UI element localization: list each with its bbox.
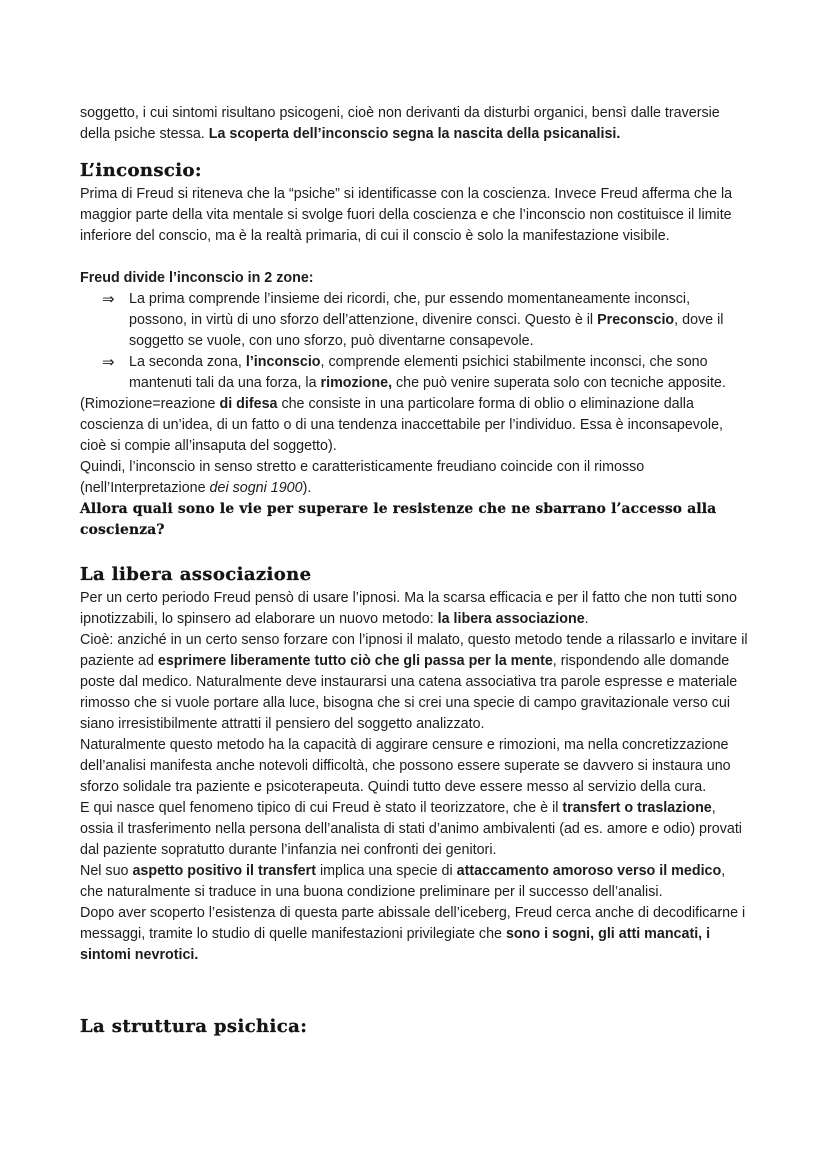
text-run: che consiste in una particolare forma di oblio o eliminazione dalla coscienza di un’idea, di un fatto o di una tendenza inaccettabile per l’individuo. Essa è inconsapevole, cioè si compie all’insaputa del soggetto). bbox=[80, 396, 723, 454]
italic-text-run: dei sogni 1900 bbox=[209, 480, 303, 496]
text-run: Prima di Freud si riteneva che la “psiche” si identificasse con la coscienza. Invece Freud afferma che la maggior parte della vita mentale si svolge fuori della coscienza e che l’inconscio non costituisce il limite inferiore del conscio, ma è la realtà primaria, di cui il conscio è solo la manifestazione visibile. bbox=[80, 186, 733, 244]
paragraph bbox=[80, 861, 752, 903]
bold-text-run: La scoperta dell’inconscio segna la nascita della psicanalisi. bbox=[208, 126, 621, 142]
text-run: Dopo aver scoperto l’esistenza di questa parte abissale dell’iceberg, Freud cerca anche di decodificarne i messaggi, tramite lo studio di quelle manifestazioni privilegiate che bbox=[80, 905, 746, 942]
bold-text-run: transfert o traslazione bbox=[562, 800, 712, 816]
paragraph bbox=[80, 903, 752, 966]
text-run: (Rimozione=reazione bbox=[80, 396, 220, 412]
bold-text-run: la libera associazione bbox=[437, 611, 585, 627]
text-run: soggetto, i cui sintomi risultano psicogeni, cioè non derivanti da disturbi organici, bensì dalle traversie della psiche stessa. bbox=[80, 105, 720, 142]
paragraph bbox=[80, 735, 752, 798]
text-run: , comprende elementi psichici stabilmente inconsci, che sono mantenuti tali da una forza, la bbox=[129, 354, 708, 391]
bold-text-run: l’inconscio bbox=[245, 354, 321, 370]
text-run: La prima comprende l’insieme dei ricordi, che, pur essendo momentaneamente inconsci, possono, in virtù di uno sforzo dell’attenzione, divenire consci. Questo è il bbox=[129, 291, 691, 328]
decorative-question: Allora quali sono le vie per superare le resistenze che ne sbarrano l’accesso alla coscienza? bbox=[80, 501, 717, 538]
paragraph bbox=[80, 457, 752, 499]
paragraph bbox=[80, 588, 752, 630]
paragraph bbox=[80, 268, 752, 289]
text-run: Nel suo bbox=[80, 863, 133, 879]
bullet-item bbox=[80, 352, 752, 394]
text-run: . bbox=[584, 611, 589, 627]
text-run: Per un certo periodo Freud pensò di usare l’ipnosi. Ma la scarsa efficacia e per il fatto che non tutti sono ipnotizzabili, lo spinsero ad elaborare un nuovo metodo: bbox=[80, 590, 737, 627]
text-run: Naturalmente questo metodo ha la capacità di aggirare censure e rimozioni, ma nella concretizzazione dell’analisi manifesta anche notevoli difficoltà, che possono essere superate se davvero si instaura uno sforzo solidale tra paziente e psicoterapeuta. Quindi tutto deve essere messo al servizio della cura. bbox=[80, 737, 731, 795]
section-heading: L’inconscio: bbox=[80, 160, 202, 181]
section-heading: La struttura psichica: bbox=[80, 1016, 308, 1037]
paragraph bbox=[80, 394, 752, 457]
arrow-bullet-icon: ⇒ bbox=[102, 291, 115, 308]
arrow-bullet-icon: ⇒ bbox=[102, 354, 115, 371]
text-run: , rispondendo alle domande poste dal medico. Naturalmente deve instaurarsi una catena associativa tra parole espresse e materiale rimosso che si vuole portare alla luce, bisogna che si crei una specie di campo gravitazionale verso cui siano irresistibilmente attratti il pensiero del soggetto analizzato. bbox=[80, 653, 738, 732]
text-run: implica una specie di bbox=[315, 863, 457, 879]
bold-text-run: rimozione, bbox=[320, 375, 393, 391]
text-run: La seconda zona, bbox=[129, 354, 246, 370]
text-run: , che naturalmente si traduce in una buona condizione preliminare per il successo dell’analisi. bbox=[80, 863, 726, 900]
paragraph bbox=[80, 103, 752, 145]
text-run: E qui nasce quel fenomeno tipico di cui Freud è stato il teorizzatore, che è il bbox=[80, 800, 563, 816]
text-run: che può venire superata solo con tecniche apposite. bbox=[392, 375, 726, 391]
paragraph bbox=[80, 184, 752, 247]
section-heading: La libera associazione bbox=[80, 564, 312, 585]
document-content bbox=[80, 103, 752, 1040]
bullet-item bbox=[80, 289, 752, 352]
text-run: , dove il soggetto se vuole, con uno sforzo, può diventarne consapevole. bbox=[129, 312, 724, 349]
text-run: Cioè: anziché in un certo senso forzare con l’ipnosi il malato, questo metodo tende a rilassarlo e invitare il paziente ad bbox=[80, 632, 748, 669]
paragraph bbox=[80, 630, 752, 735]
bold-text-run: sono i sogni, gli atti mancati, i sintomi nevrotici. bbox=[80, 926, 711, 963]
text-run: , ossia il trasferimento nella persona dell’analista di stati d’animo ambivalenti (ad es. amore e odio) provati dal paziente sopratutto durante l’infanzia nei confronti dei genitori. bbox=[80, 800, 742, 858]
bold-text-run: Freud divide l’inconscio in 2 zone: bbox=[80, 270, 314, 286]
paragraph bbox=[80, 798, 752, 861]
text-run: ). bbox=[302, 480, 312, 496]
bold-text-run: aspetto positivo il transfert bbox=[132, 863, 316, 879]
bold-text-run: di difesa bbox=[219, 396, 278, 412]
bullet-text bbox=[129, 289, 752, 352]
bullet-text bbox=[129, 352, 752, 394]
bold-text-run: Preconscio bbox=[597, 312, 675, 328]
text-run: Quindi, l’inconscio in senso stretto e caratteristicamente freudiano coincide con il rimosso (nell’Interpretazione bbox=[80, 459, 645, 496]
bold-text-run: attaccamento amoroso verso il medico bbox=[456, 863, 722, 879]
bold-text-run: esprimere liberamente tutto ciò che gli passa per la mente bbox=[157, 653, 553, 669]
